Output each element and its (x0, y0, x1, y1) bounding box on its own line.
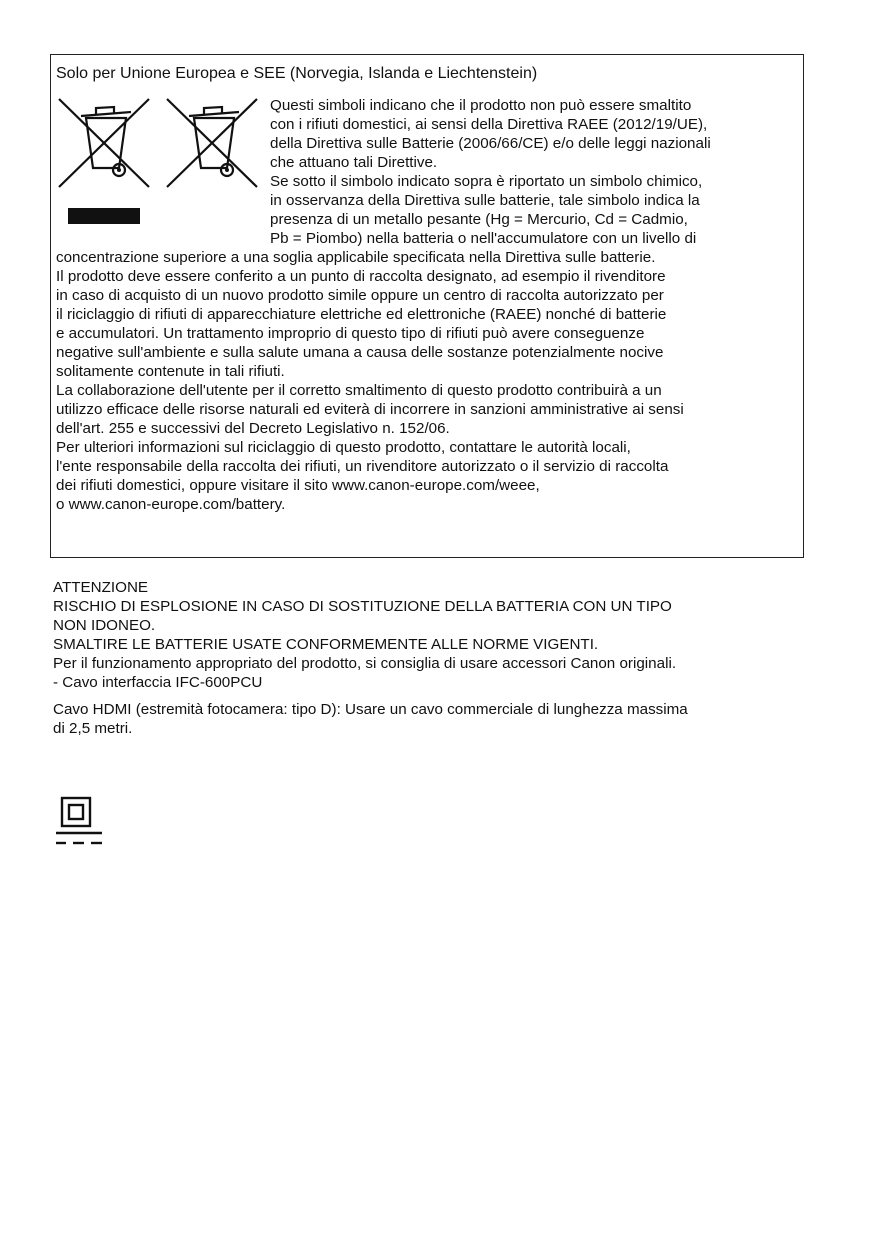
weee-text-line: negative sull'ambiente e sulla salute umana a causa delle sostanze potenzialmente nocive (56, 344, 664, 361)
hdmi-text-line: di 2,5 metri. (53, 720, 133, 737)
weee-text-line: in osservanza della Direttiva sulle batterie, tale simbolo indica la (270, 192, 700, 209)
weee-text-line: l'ente responsabile della raccolta dei rifiuti, un rivenditore autorizzato o il servizio di raccolta (56, 458, 669, 475)
weee-text-line: dei rifiuti domestici, oppure visitare il sito www.canon-europe.com/weee, (56, 477, 540, 494)
weee-text-line: della Direttiva sulle Batterie (2006/66/CE) e/o delle leggi nazionali (270, 135, 711, 152)
weee-text-line: il riciclaggio di rifiuti di apparecchiature elettriche ed elettroniche (RAEE) nonché di batterie (56, 306, 667, 323)
weee-text-line: presenza di un metallo pesante (Hg = Mercurio, Cd = Cadmio, (270, 211, 688, 228)
double-insulation-dc-icon (54, 795, 106, 851)
accessory-text-line: Per il funzionamento appropriato del prodotto, si consiglia di usare accessori Canon originali. (53, 655, 677, 672)
weee-text-line: o www.canon-europe.com/battery. (56, 496, 286, 513)
weee-text-line: Per ulteriori informazioni sul riciclaggio di questo prodotto, contattare le autorità locali, (56, 439, 631, 456)
warning-text-line: SMALTIRE LE BATTERIE USATE CONFORMEMENTE ALLE NORME VIGENTI. (53, 636, 599, 653)
weee-text-line: utilizzo efficace delle risorse naturali ed eviterà di incorrere in sanzioni amministrative ai sensi (56, 401, 684, 418)
weee-text-line: La collaborazione dell'utente per il corretto smaltimento di questo prodotto contribuirà a un (56, 382, 662, 399)
weee-text-line: dell'art. 255 e successivi del Decreto Legislativo n. 152/06. (56, 420, 450, 437)
weee-text-line: Pb = Piombo) nella batteria o nell'accumulatore con un livello di (270, 230, 697, 247)
weee-text-line: Se sotto il simbolo indicato sopra è riportato un simbolo chimico, (270, 173, 703, 190)
hdmi-text-line: Cavo HDMI (estremità fotocamera: tipo D): Usare un cavo commerciale di lunghezza massima (53, 701, 688, 718)
warning-text-line: NON IDONEO. (53, 617, 156, 634)
warning-heading: ATTENZIONE (53, 579, 149, 596)
weee-text-line: Questi simboli indicano che il prodotto non può essere smaltito (270, 97, 692, 114)
crossed-out-wheeled-bin-icon (164, 96, 260, 190)
warning-text-line: RISCHIO DI ESPLOSIONE IN CASO DI SOSTITUZIONE DELLA BATTERIA CON UN TIPO (53, 598, 672, 615)
weee-text-line: in caso di acquisto di un nuovo prodotto simile oppure un centro di raccolta autorizzato per (56, 287, 664, 304)
weee-text-line: concentrazione superiore a una soglia applicabile specificata nella Direttiva sulle batterie. (56, 249, 656, 266)
weee-text-line: che attuano tali Direttive. (270, 154, 438, 171)
chemical-symbol-bar (68, 208, 140, 224)
weee-text-line: solitamente contenute in tali rifiuti. (56, 363, 285, 380)
weee-text-line: con i rifiuti domestici, ai sensi della Direttiva RAEE (2012/19/UE), (270, 116, 708, 133)
crossed-out-wheeled-bin-icon (56, 96, 152, 190)
weee-text-line: Il prodotto deve essere conferito a un punto di raccolta designato, ad esempio il rivenditore (56, 268, 666, 285)
weee-text-line: e accumulatori. Un trattamento improprio di questo tipo di rifiuti può avere conseguenze (56, 325, 645, 342)
weee-heading: Solo per Unione Europea e SEE (Norvegia, Islanda e Liechtenstein) (56, 65, 538, 82)
accessory-text-line: - Cavo interfaccia IFC-600PCU (53, 674, 263, 691)
